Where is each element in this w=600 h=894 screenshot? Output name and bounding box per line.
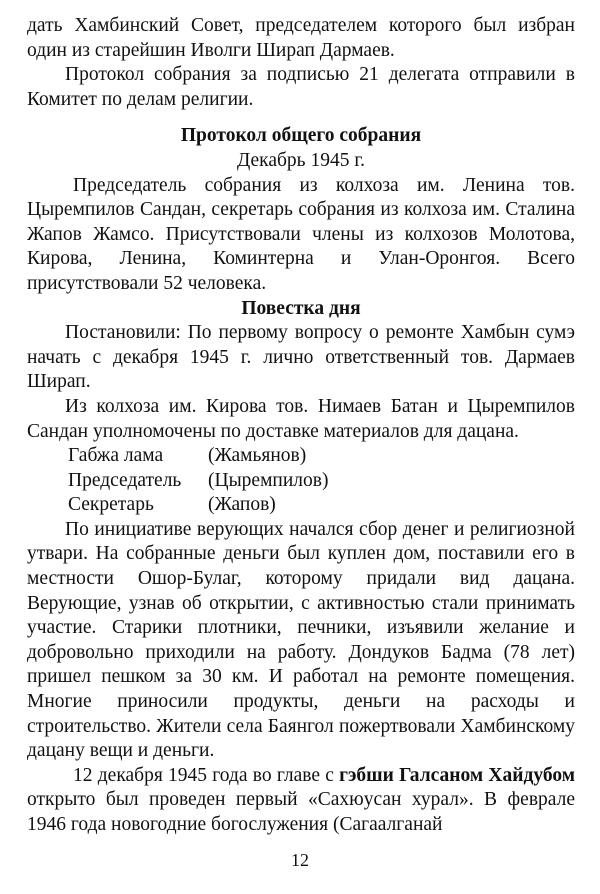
signature-role: Председатель	[68, 469, 182, 491]
khural-text-end: открыто был проведен первый «Сахюусан хурал». В феврале 1946 года новогодние богослужения (Сагаалганай	[27, 789, 575, 835]
signature-role: Габжа лама	[68, 445, 164, 467]
paragraph-protocol-sent: Протокол собрания за подписью 21 делегата отправили в Комитет по делам религии.	[27, 64, 575, 110]
paragraph-council: дать Хамбинский Совет, председателем которого был избран один из старейшин Иволги Ширап Дармаев.	[27, 15, 575, 61]
page-content	[27, 14, 575, 838]
signature-row	[27, 493, 575, 518]
page-number: 12	[291, 850, 309, 870]
signature-role: Секретарь	[68, 494, 154, 516]
agenda-heading: Повестка дня	[241, 297, 361, 319]
khural-text-start: 12 декабря 1945 года во главе с	[73, 764, 340, 786]
paragraph-authorized: Из колхоза им. Кирова тов. Нимаев Батан и Цыремпилов Сандан уполномочены по доставке материалов для дацана.	[27, 395, 575, 442]
signature-row	[27, 469, 575, 494]
paragraph-chairman: Председатель собрания из колхоза им. Ленина тов. Цыремпилов Сандан, секретарь собрания из колхоза им. Сталина Жапов Жамсо. Присутствовали члены из колхозов Молотова, Кирова, Ленина, Коминтерна и Улан-Оронгоя. Всего присутствовали 52 человека.	[27, 174, 575, 294]
signature-row	[27, 444, 575, 469]
protocol-date: Декабрь 1945 г.	[236, 149, 366, 171]
spacer	[27, 112, 575, 124]
khural-leader-name: гэбши Галсаном Хайдубом	[339, 764, 576, 786]
paragraph-initiative: По инициативе верующих начался сбор денег и религиозной утвари. На собранные деньги был куплен дом, поставили его в местности Ошор-Булаг, которому придали вид дацана. Верующие, узнав об открытии, с активностью стали принимать участие. Старики плотники, печники, изъявили желание и добровольно приходили на работу. Дондуков Бадма (78 лет) пришел пешком за 30 км. И работал на ремонте помещения. Многие приносили продукты, деньги на расходы и строительство. Жители села Баянгол пожертвовали Хамбинскому дацану вещи и деньги.	[27, 518, 575, 762]
paragraph-resolved: Постановили: По первому вопросу о ремонте Хамбын сумэ начать с декабря 1945 г. лично ответственный тов. Дармаев Ширап.	[27, 322, 575, 393]
signature-name: (Цыремпилов)	[208, 469, 329, 491]
signature-name: (Жамьянов)	[208, 445, 307, 467]
protocol-heading: Протокол общего собрания	[180, 125, 422, 147]
paragraph-khural	[27, 764, 575, 838]
signature-name: (Жапов)	[208, 494, 276, 516]
